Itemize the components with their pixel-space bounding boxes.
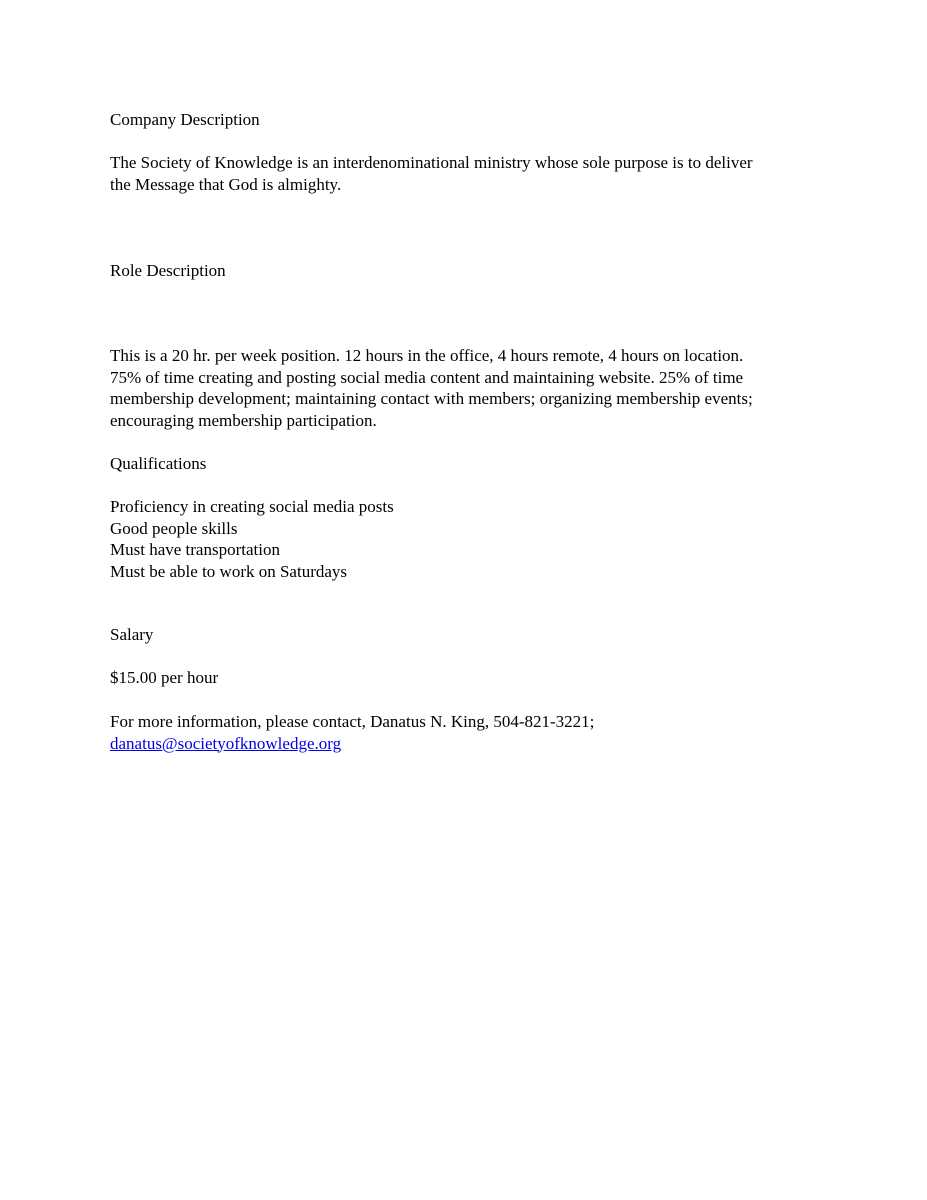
role-description-line: encouraging membership participation. — [110, 410, 377, 430]
company-description-paragraph — [110, 152, 753, 195]
qualifications-heading: Qualifications — [110, 454, 207, 473]
qualification-item: Must have transportation — [110, 540, 280, 559]
company-description-heading: Company Description — [110, 110, 260, 129]
role-description-line: 75% of time creating and posting social media content and maintaining website. 25% of time — [110, 367, 744, 387]
role-description-line: This is a 20 hr. per week position. 12 hours in the office, 4 hours remote, 4 hours on location. — [110, 346, 744, 365]
qualification-item: Good people skills — [110, 518, 238, 538]
qualification-item: Must be able to work on Saturdays — [110, 561, 348, 581]
salary-value: $15.00 per hour — [110, 668, 219, 687]
role-description-paragraph — [110, 345, 753, 431]
contact-text: For more information, please contact, Danatus N. King, 504-821-3221; — [110, 712, 595, 731]
role-description-line: membership development; maintaining contact with members; organizing membership events; — [110, 389, 753, 408]
qualifications-list — [110, 496, 394, 582]
role-description-heading: Role Description — [110, 261, 226, 280]
company-description-line: The Society of Knowledge is an interdenominational ministry whose sole purpose is to deliver — [110, 153, 753, 172]
salary-heading: Salary — [110, 625, 154, 644]
contact-email-link[interactable]: danatus@societyofknowledge.org — [110, 733, 342, 753]
contact-paragraph — [110, 711, 594, 754]
qualification-item: Proficiency in creating social media posts — [110, 497, 394, 516]
company-description-line: the Message that God is almighty. — [110, 174, 342, 194]
